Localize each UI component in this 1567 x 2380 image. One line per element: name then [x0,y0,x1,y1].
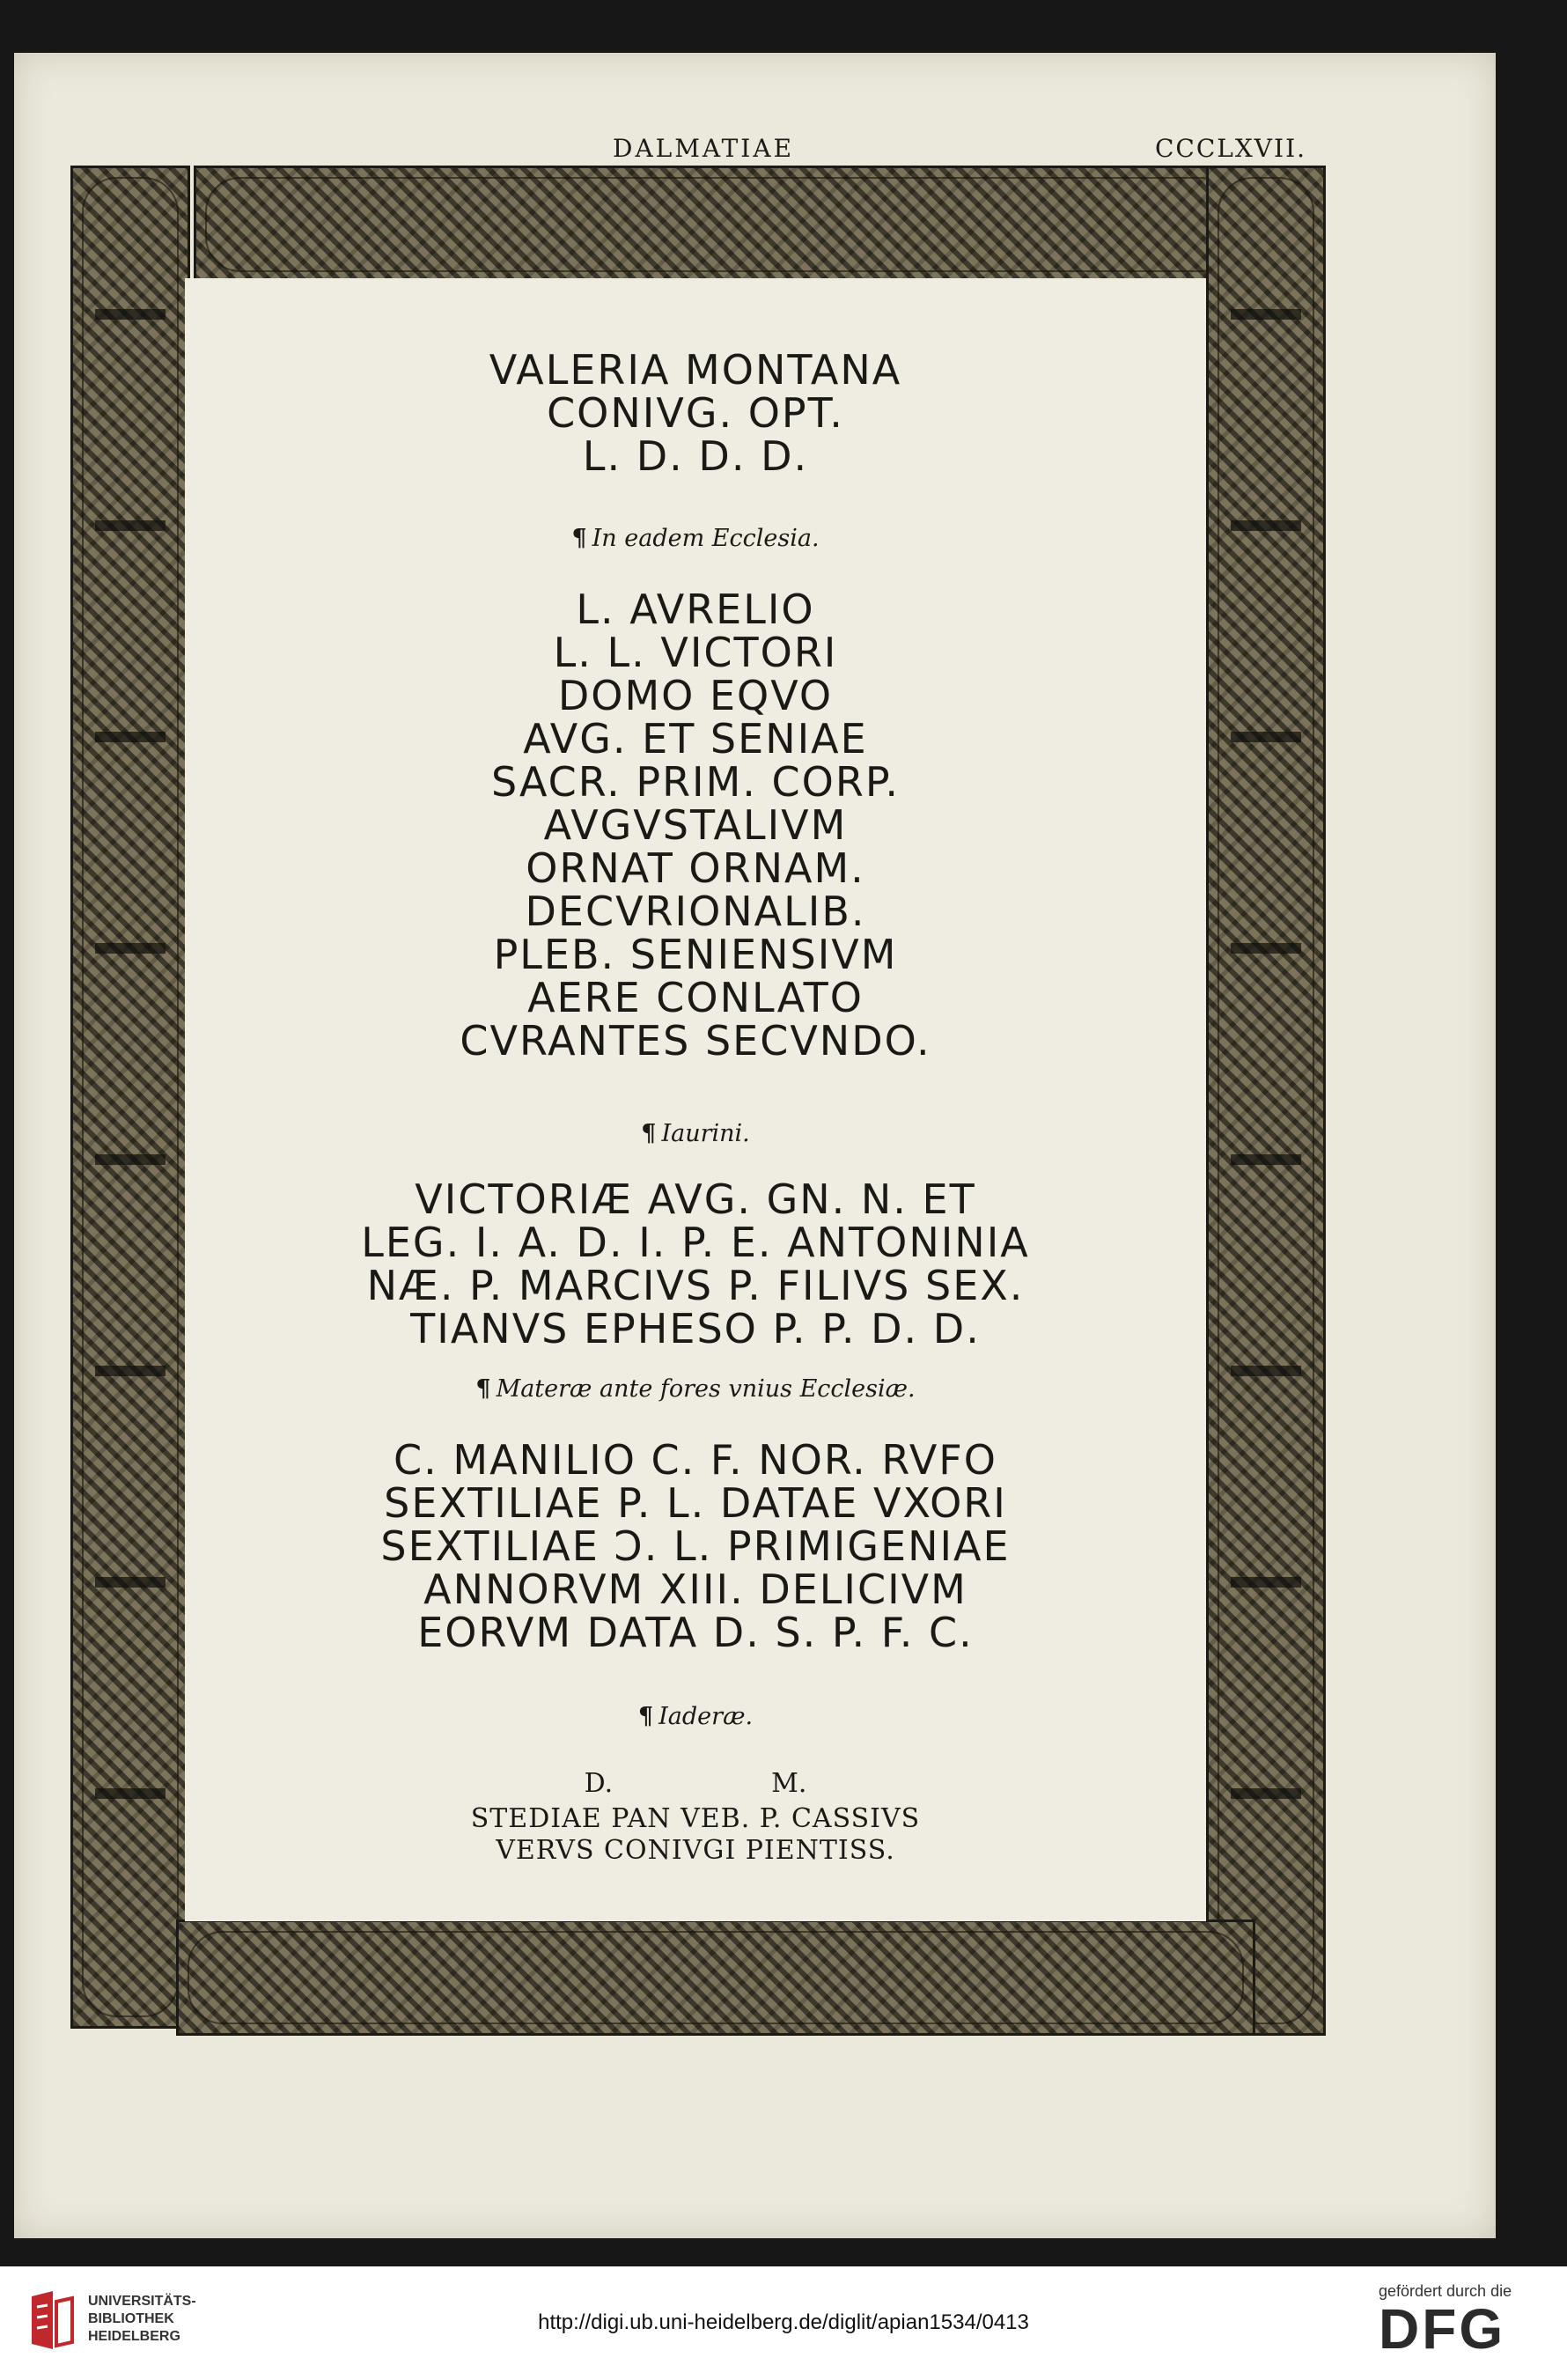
caption-text: Materæ ante fores vnius Ecclesiæ. [496,1375,916,1403]
inscription-line: AVGVSTALIVM [543,801,848,849]
inscription-line: EORVM DATA D. S. P. F. C. [417,1609,974,1656]
folio-number: CCCLXVII. [1155,134,1307,163]
border-left-column [70,166,190,2029]
permalink-url[interactable]: http://digi.ub.uni-heidelberg.de/diglit/apian1534/0413 [538,2310,1029,2334]
caption-eadem-ecclesia [185,525,1206,552]
inscription-victoriae [185,1175,1206,1352]
inscription-line: L. AVRELIO [576,586,815,633]
viewer-footer [0,2266,1567,2380]
inscription-aurelio [185,588,1206,1063]
dfg-logo: DFG [1379,2297,1506,2361]
pilcrow-icon: ¶ [637,1703,654,1730]
caption-iaurini [185,1120,1206,1147]
inscription-line: VERVS CONIVGI PIENTISS. [496,1835,895,1866]
inscription-line: VICTORIÆ AVG. GN. N. ET [415,1175,976,1223]
inscription-line: LEG. I. A. D. I. P. E. ANTONINIA [361,1219,1030,1266]
book-page [14,53,1496,2238]
library-name-line: UNIVERSITÄTS- [88,2294,196,2309]
inscription-line: AERE CONLATO [527,974,864,1021]
running-title: DALMATIAE [613,134,795,163]
dm-left: D. [584,1768,614,1799]
pilcrow-icon: ¶ [641,1120,657,1147]
inscription-line: SEXTILIAE P. L. DATAE VXORI [384,1479,1007,1527]
pilcrow-icon: ¶ [475,1375,491,1403]
inscription-line: DECVRIONALIB. [525,888,866,935]
inscription-line: L. D. D. D. [582,432,809,480]
inscription-line: CONIVG. OPT. [547,389,844,437]
inscription-line: L. L. VICTORI [553,629,838,676]
pilcrow-icon: ¶ [571,525,587,552]
library-name-line: BIBLIOTHEK [88,2311,174,2326]
inscription-line: CVRANTES SECVNDO. [460,1017,931,1065]
inscription-line: C. MANILIO C. F. NOR. RVFO [394,1436,997,1484]
inscription-line: DOMO EQVO [557,672,834,719]
dfg-sponsor[interactable] [1379,2282,1551,2370]
inscription-line: SACR. PRIM. CORP. [490,758,901,806]
running-head [14,134,1496,169]
caption-text: In eadem Ecclesia. [592,525,820,552]
text-block [185,278,1206,1921]
inscription-line: PLEB. SENIENSIVM [493,931,898,978]
inscription-line: VALERIA MONTANA [489,346,902,394]
border-top-ornament [194,166,1247,284]
caption-text: Iaderæ. [658,1703,754,1730]
inscription-valeria [185,346,1206,480]
border-right-column [1206,166,1326,2036]
inscription-line: TIANVS EPHESO P. P. D. D. [410,1305,981,1352]
inscription-line: ANNORVM XIII. DELICIVM [423,1566,967,1613]
inscription-stediae [185,1803,1206,1867]
sponsor-note: gefördert durch die [1379,2282,1512,2300]
dm-heading [185,1768,1206,1799]
library-name-line: HEIDELBERG [88,2329,180,2344]
inscription-line: AVG. ET SENIAE [523,715,868,763]
inscription-line: ORNAT ORNAM. [526,844,865,892]
inscription-line: STEDIAE PAN VEB. P. CASSIVS [470,1803,921,1834]
inscription-manilio [185,1436,1206,1656]
caption-materae [185,1375,1206,1403]
dm-right: M. [771,1768,807,1799]
caption-text: Iaurini. [661,1120,750,1147]
border-bottom-ornament [176,1919,1255,2036]
inscription-line: SEXTILIAE Ɔ. L. PRIMIGENIAE [380,1522,1011,1570]
caption-iaderae [185,1703,1206,1730]
inscription-line: NÆ. P. MARCIVS P. FILIVS SEX. [366,1262,1025,1309]
